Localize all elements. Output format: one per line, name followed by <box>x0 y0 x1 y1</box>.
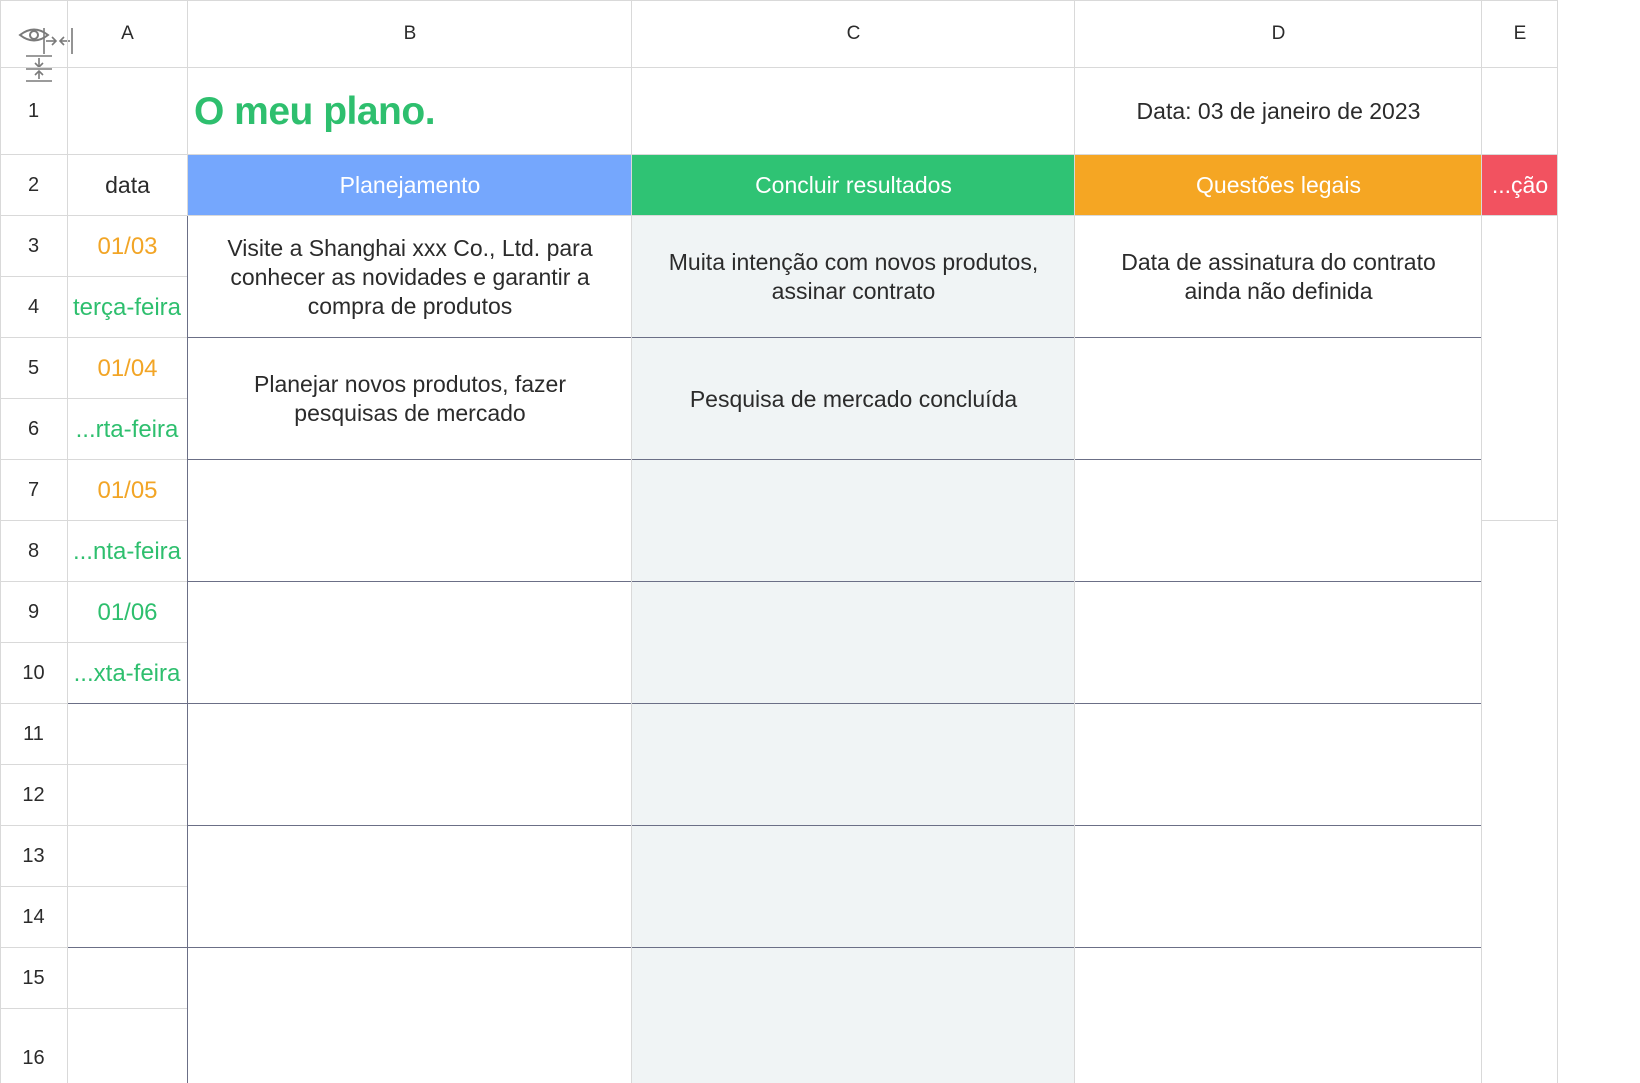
row-header-6[interactable]: 6 <box>27 418 40 440</box>
row-header-16[interactable]: 16 <box>22 1047 45 1069</box>
header-questoes-legais[interactable]: Questões legais <box>1075 155 1482 216</box>
day-date[interactable]: 01/06 <box>97 598 158 626</box>
gridline <box>0 581 187 582</box>
gridline <box>187 216 188 1083</box>
row-header-5[interactable]: 5 <box>27 357 40 379</box>
gridline <box>1074 0 1075 1083</box>
gridline <box>67 0 68 1083</box>
gridline <box>0 337 187 338</box>
date-label[interactable]: Data: 03 de janeiro de 2023 <box>1136 98 1421 124</box>
gridline <box>0 215 1558 216</box>
gridline <box>187 0 188 216</box>
column-header-c[interactable]: C <box>846 23 861 44</box>
gridline <box>0 642 187 643</box>
legal-cell[interactable] <box>1075 338 1482 460</box>
column-header-b[interactable]: B <box>403 23 417 44</box>
header-data[interactable]: data <box>105 172 150 198</box>
legal-cell[interactable]: Data de assinatura do contrato ainda não definida <box>1121 249 1436 304</box>
gridline <box>0 398 187 399</box>
row-header-9[interactable]: 9 <box>27 601 40 623</box>
row-header-2[interactable]: 2 <box>27 174 40 196</box>
row-header-13[interactable]: 13 <box>22 845 45 867</box>
gridline <box>0 703 68 704</box>
results-cell[interactable]: Muita intenção com novos produtos, assinar contrato <box>668 249 1039 304</box>
row-header-12[interactable]: 12 <box>22 784 45 806</box>
day-name[interactable]: ...xta-feira <box>73 659 181 687</box>
row-header-4[interactable]: 4 <box>27 296 40 318</box>
gridline <box>0 825 187 826</box>
gridline <box>0 0 1558 1</box>
gridline <box>0 886 187 887</box>
gridline <box>0 1008 187 1009</box>
day-name[interactable]: terça-feira <box>72 293 182 321</box>
planning-cell[interactable]: Planejar novos produtos, fazer pesquisas de mercado <box>254 371 566 426</box>
gridline <box>0 67 1558 68</box>
gridline <box>0 947 68 948</box>
results-cell[interactable]: Pesquisa de mercado concluída <box>689 385 1018 412</box>
column-header-d[interactable]: D <box>1271 23 1286 44</box>
gridline <box>0 764 187 765</box>
day-date[interactable]: 01/05 <box>97 476 158 504</box>
gridline <box>188 825 1481 826</box>
row-header-8[interactable]: 8 <box>27 540 40 562</box>
gridline <box>0 520 187 521</box>
day-name[interactable]: ...rta-feira <box>75 415 179 443</box>
planning-cell[interactable]: Visite a Shanghai xxx Co., Ltd. para conhecer as novidades e garantir a compra de produtos <box>227 234 593 319</box>
gridline <box>1481 0 1482 1083</box>
gridline <box>0 459 187 460</box>
header-concluir-resultados[interactable]: Concluir resultados <box>632 155 1075 216</box>
gridline <box>68 703 1481 704</box>
row-header-14[interactable]: 14 <box>22 906 45 928</box>
gridline <box>188 581 1481 582</box>
gridline <box>631 0 632 1083</box>
gridline <box>1482 520 1558 521</box>
header-planejamento[interactable]: Planejamento <box>188 155 632 216</box>
gridline <box>0 0 1 1083</box>
row-header-10[interactable]: 10 <box>22 662 45 684</box>
gridline <box>0 276 187 277</box>
column-header-a[interactable]: A <box>121 23 134 44</box>
sheet-title[interactable]: O meu plano. <box>194 89 436 133</box>
header-column-e[interactable]: ...ção <box>1482 155 1558 216</box>
gridline <box>1557 0 1558 1083</box>
row-header-1[interactable]: 1 <box>27 100 40 122</box>
column-header-e[interactable]: E <box>1513 23 1527 44</box>
day-date[interactable]: 01/04 <box>97 354 158 382</box>
row-header-7[interactable]: 7 <box>27 479 40 501</box>
row-header-3[interactable]: 3 <box>27 235 40 257</box>
day-name[interactable]: ...nta-feira <box>72 537 182 565</box>
gridline <box>68 947 1481 948</box>
row-header-11[interactable]: 11 <box>23 723 44 745</box>
gridline <box>0 154 1558 155</box>
day-date[interactable]: 01/03 <box>97 232 158 260</box>
gridline <box>188 337 1481 338</box>
row-header-15[interactable]: 15 <box>22 967 45 989</box>
gridline <box>188 459 1481 460</box>
